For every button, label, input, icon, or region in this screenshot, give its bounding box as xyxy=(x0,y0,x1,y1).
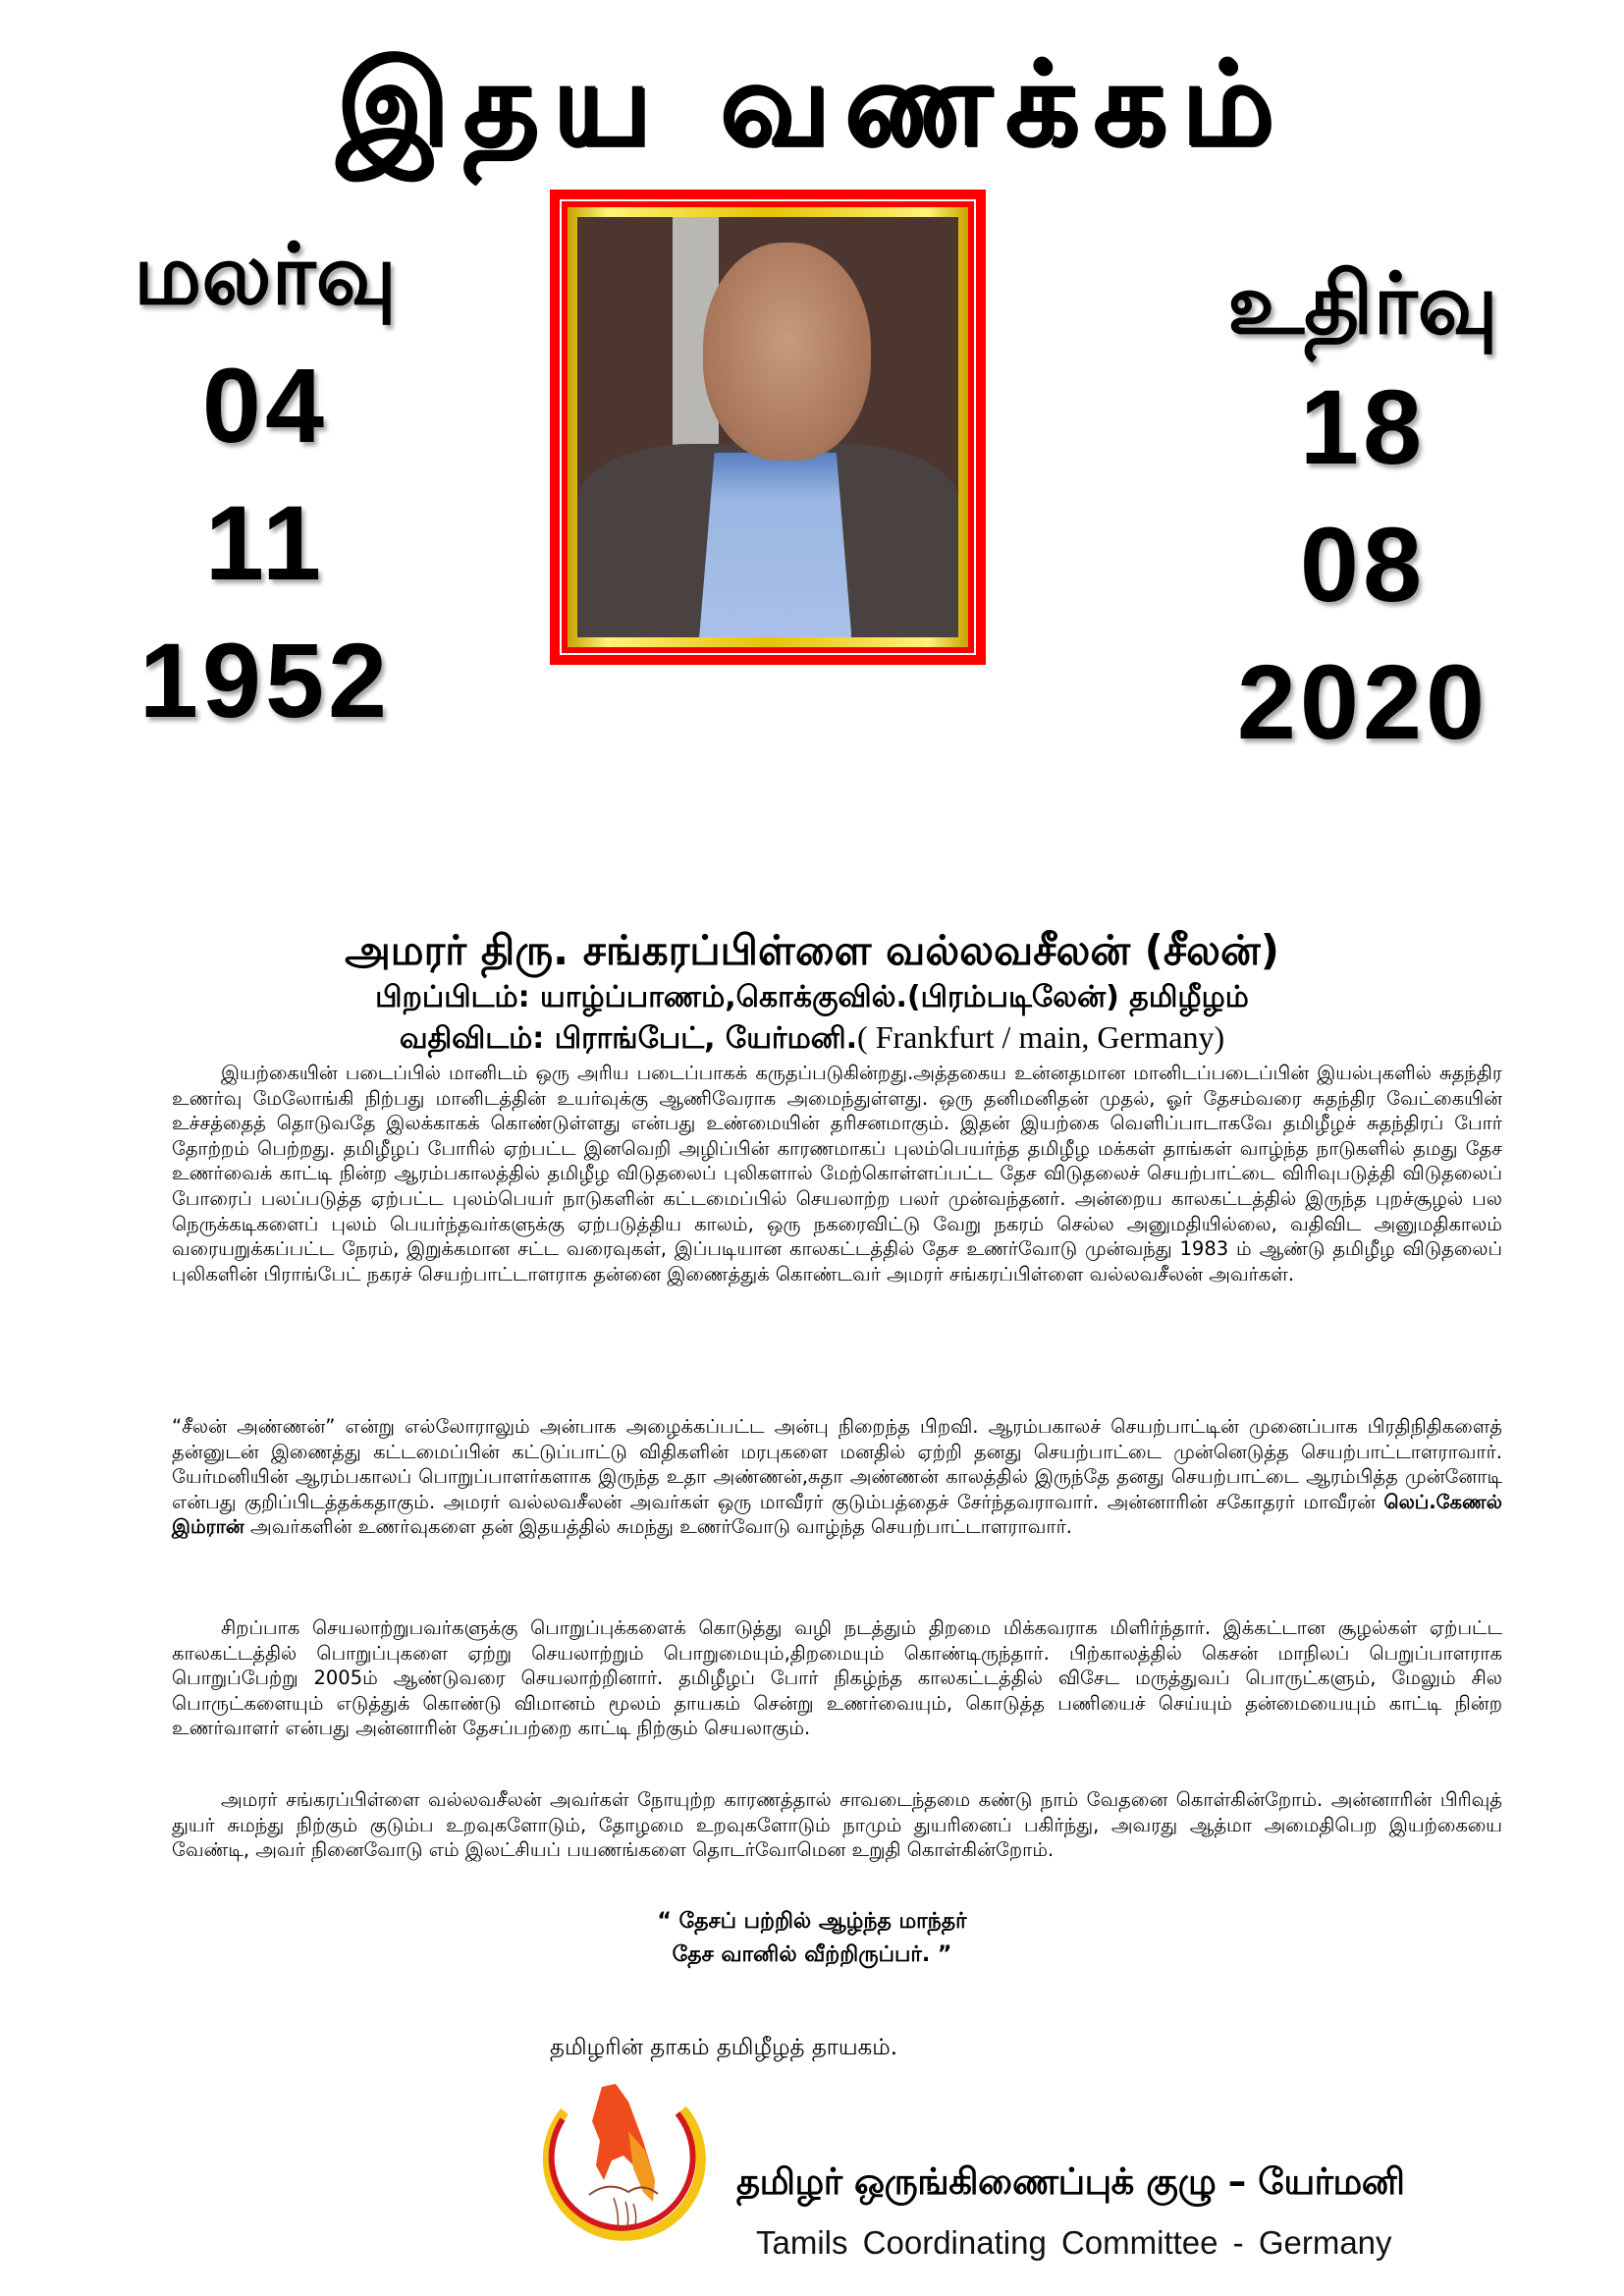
paragraph-2-post: அவர்களின் உணர்வுகளை தன் இதயத்தில் சுமந்து உணர்வோடு வாழ்ந்த செயற்பாட்டாளராவார். xyxy=(244,1515,1072,1539)
paragraph-2-text xyxy=(172,1414,1502,1540)
death-label: உதிர்வு xyxy=(1227,255,1498,354)
paragraph-3 xyxy=(172,1615,1502,1741)
residence-label: வதிவிடம்: xyxy=(399,1021,545,1056)
org-name-tamil: தமிழர் ஒருங்கிணைப்புக் குழு – யேர்மனி xyxy=(736,2160,1405,2203)
paragraph-3-text: சிறப்பாக செயலாற்றுபவர்களுக்கு பொறுப்புக்களைக் கொடுத்து வழி நடத்தும் திறமை மிக்கவராக மிளிர்ந்தார். இக்கட்டான சூழல்கள் ஏற்பட்ட காலகட்டத்தில் பொறுப்புகளை ஏற்று செயலாற்றும் பொறுமையும்,திறமையும் கொண்டிருந்தார். பிற்காலத்தில் கெசன் மாநிலப் பெறுப்பாளராக பொறுப்பேற்று 2005ம் ஆண்டுவரை செயலாற்றினார். தமிழீழப் போர் நிகழ்ந்த காலகட்டத்தில் விசேட மருத்துவப் பொருட்களும், மேலும் சில பொருட்களையும் எடுத்துக் கொண்டு விமானம் மூலம் தாயகம் சென்று உணர்வையும், கொடுத்த பணியைச் செய்யும் தன்மையையும் காட்டி நின்ற உணர்வாளர் என்பது அன்னாரின் தேசப்பற்றை காட்டி நிற்கும் செயலாகும். xyxy=(172,1616,1503,1740)
death-year: 2020 xyxy=(1236,642,1489,761)
birth-year: 1952 xyxy=(138,621,392,739)
org-logo-icon xyxy=(535,2072,712,2269)
residence-line xyxy=(0,1017,1624,1059)
birthplace-line xyxy=(0,978,1624,1017)
paragraph-4-text: அமரர் சங்கரப்பிள்ளை வல்லவசீலன் அவர்கள் நோயுற்ற காரணத்தால் சாவடைந்தமை கண்டு நாம் வேதனை கொள்கின்றோம். அன்னாரின் பிரிவுத் துயர் சுமந்து நிற்கும் குடும்ப உறவுகளோடும், தோழமை உறவுகளோடும் நாமும் துயரினைப் பகிர்ந்து, அவரது ஆத்மா அமைதிபெற இயற்கையை வேண்டி, அவர் நினைவோடு எம் இலட்சியப் பயணங்களை தொடர்வோமென உறுதி கொள்கின்றோம். xyxy=(172,1788,1502,1862)
portrait-frame xyxy=(550,190,986,665)
paragraph-1-text: இயற்கையின் படைப்பில் மானிடம் ஒரு அரிய படைப்பாகக் கருதப்படுகின்றது.அத்தகைய உன்னதமான மானிடப்படைப்பின் இயல்புகளில் சுதந்திர உணர்வு மேலோங்கி நிற்பது மானிடத்தின் உயர்வுக்கு ஆணிவேராக அமைந்துள்ளது. ஒரு தனிமனிதன் முதல், ஓர் தேசம்வரை சுதந்திர வேட்கையின் உச்சத்தைத் தொடுவதே இலக்காகக் கொண்டுள்ளது என்பது உண்மையின் தரிசனமாகும். இதன் இயற்கை வெளிப்பாடாகவே தமிழீழச் சுதந்திரப் போர் தோற்றம் பெற்றது. தமிழீழப் போரில் ஏற்பட்ட இனவெறி அழிப்பின் காரணமாகப் புலம்பெயர்ந்த தமிழீழ மக்கள் தாங்கள் வாழ்ந்த நாடுகளில் தமது தேச உணர்வைக் காட்டி நின்ற ஆரம்பகாலத்தில் தமிழீழ விடுதலைப் புலிகளால் மேற்கொள்ளப்பட்ட தேச விடுதலைச் செயற்பாட்டை விரிவுபடுத்தி விடுதலைப் போரைப் பலப்படுத்த ஏற்பட்ட புலம்பெயர் நாடுகளின் கட்டமைப்பில் செயலாற்ற பலர் முன்வந்தனர். அன்றைய காலகட்டத்தில் இருந்த புறச்சூழல் பல நெருக்கடிகளைப் புலம் பெயர்ந்தவர்களுக்கு ஏற்படுத்திய காலம், ஒரு நகரைவிட்டு வேறு நகரம் செல்ல அனுமதியில்லை, வதிவிட அனுமதிகாலம் வரையறுக்கப்பட்ட நேரம், இறுக்கமான சட்ட வரைவுகள், இப்படியான காலகட்டத்தில் தேச உணர்வோடு முன்வந்து 1983 ம் ஆண்டு தமிழீழ விடுதலைப் புலிகளின் பிராங்பேட் நகரச் செயற்பாட்டாளராக தன்னை இணைத்துக் கொண்டவர் அமரர் சங்கரப்பிள்ளை வல்லவசீலன் அவர்கள். xyxy=(172,1062,1502,1285)
quote-line-2: தேச வானில் வீற்றிருப்பர். ” xyxy=(672,1942,952,1967)
martyr-name: லெப்.கேணல் இம்ரான் xyxy=(172,1490,1502,1539)
portrait-photo xyxy=(577,217,958,637)
person-name: அமரர் திரு. சங்கரப்பிள்ளை வல்லவசீலன் (சீலன்) xyxy=(345,926,1279,974)
paragraph-2-pre: “சீலன் அண்ணன்” என்று எல்லோராலும் அன்பாக அழைக்கப்பட்ட அன்பு நிறைந்த பிறவி. ஆரம்பகாலச் செயற்பாட்டின் முனைப்பாக பிரதிநிதிகளைத் தன்னுடன் இணைத்து கட்டமைப்பின் கட்டுப்பாட்டு விதிகளின் மரபுகளை மனதில் ஏற்றி தனது செயற்பாட்டை முன்னெடுத்த செயற்பாட்டாளராவார். யேர்மனியின் ஆரம்பகாலப் பொறுப்பாளர்களாக இருந்த உதா அண்ணன்,சுதா அண்ணன் காலத்தில் இருந்தே தனது செயற்பாட்டை ஆரம்பித்த முன்னோடி என்பது குறிப்பிடத்தக்கதாகும். அமரர் வல்லவசீலன் அவர்கள் ஒரு மாவீரர் குடும்பத்தைச் சேர்ந்தவராவார். அன்னாரின் சகோதரர் மாவீரன் xyxy=(172,1415,1502,1513)
paragraph-1 xyxy=(172,1061,1502,1286)
birth-month: 11 xyxy=(204,483,326,602)
org-name-english: Tamils Coordinating Committee - Germany xyxy=(756,2224,1392,2261)
paragraph-2 xyxy=(172,1414,1502,1540)
photo-shirt xyxy=(699,453,851,637)
frame-gold-border xyxy=(568,207,968,647)
person-info xyxy=(0,923,1624,1059)
death-month: 08 xyxy=(1299,505,1427,624)
page-title: இதய வணக்கம் xyxy=(336,34,1288,171)
residence-value-en: ( Frankfurt / main, Germany) xyxy=(857,1019,1225,1055)
birthplace-value: யாழ்ப்பாணம்,கொக்குவில்.(பிரம்படிலேன்) தமிழீழம் xyxy=(540,980,1249,1014)
birth-date-block xyxy=(69,221,461,749)
birthplace-label: பிறப்பிடம்: xyxy=(375,980,530,1014)
death-day: 18 xyxy=(1299,367,1427,486)
tribute-quote xyxy=(0,1905,1624,1972)
photo-head xyxy=(703,243,871,462)
residence-value-ta: பிராங்பேட், யேர்மனி. xyxy=(554,1021,858,1056)
birth-day: 04 xyxy=(201,346,329,465)
death-date-block xyxy=(1166,250,1559,771)
birth-label: மலர்வு xyxy=(134,226,397,324)
quote-line-1: “ தேசப் பற்றில் ஆழ்ந்த மாந்தர் xyxy=(657,1909,967,1934)
paragraph-4 xyxy=(172,1787,1502,1863)
motto: தமிழரின் தாகம் தமிழீழத் தாயகம். xyxy=(550,2035,898,2060)
